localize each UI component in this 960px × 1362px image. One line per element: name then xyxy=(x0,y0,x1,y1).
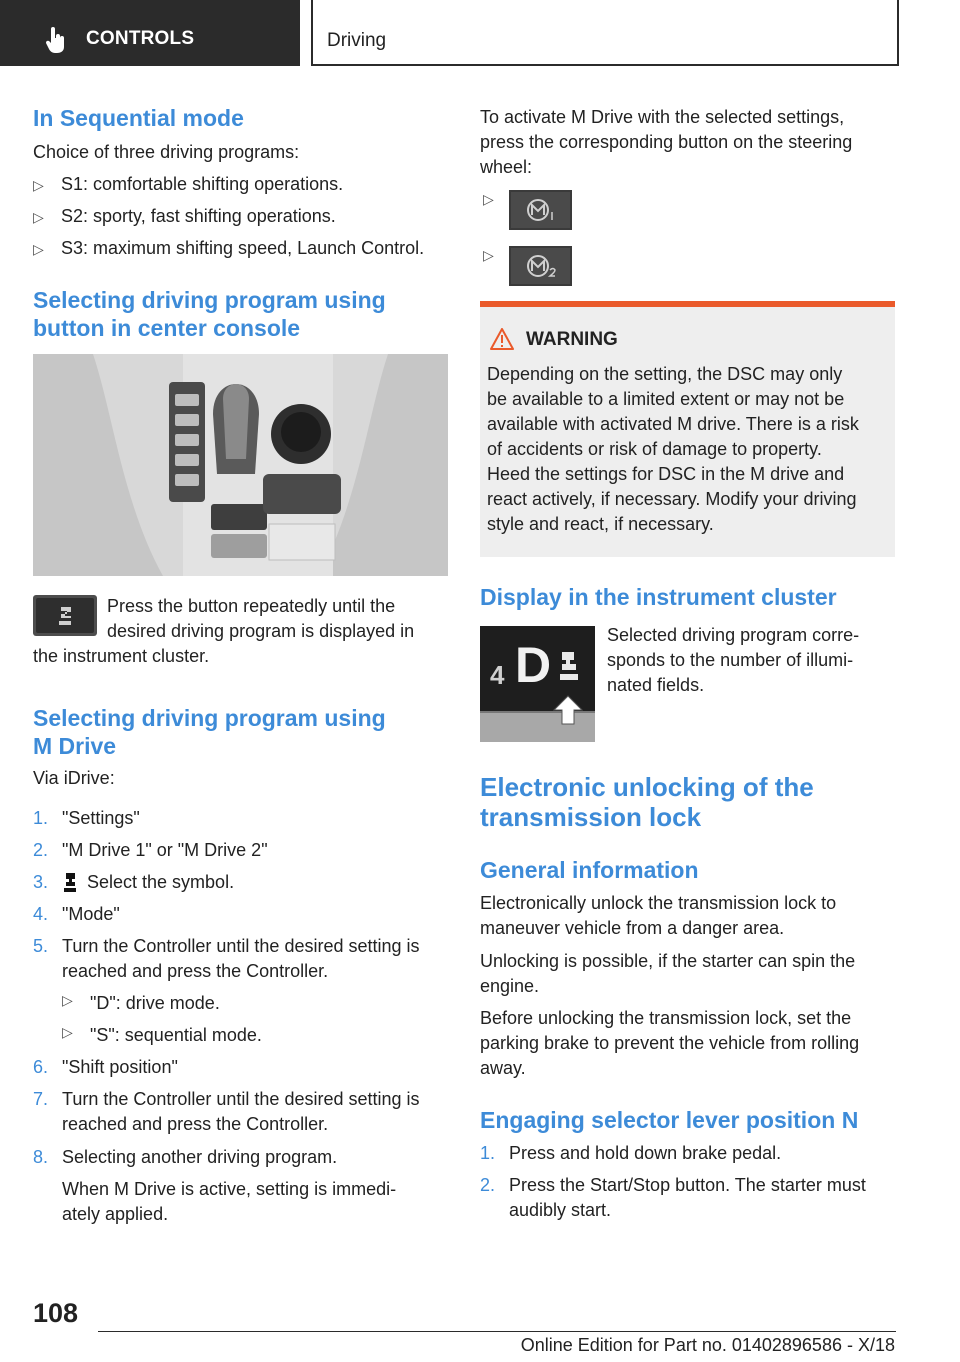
triangle-bullet-icon: ▷ xyxy=(62,1024,73,1040)
press-text-line: Press the button repeatedly until the xyxy=(107,596,396,616)
driving-program-symbol-icon xyxy=(64,873,76,892)
m1-button-icon xyxy=(509,190,572,230)
page-number: 108 xyxy=(33,1298,79,1328)
mdrive-heading: Selecting driving program using M Drive xyxy=(33,705,386,759)
warning-text-line: style and react, if necessary. xyxy=(487,514,714,534)
button-heading: Selecting driving program using button in center console xyxy=(33,287,386,341)
general-text-line: maneuver vehicle from a danger area. xyxy=(480,918,785,938)
cluster-number: 4 xyxy=(490,660,505,690)
warning-text-line: of accidents or risk of damage to property. xyxy=(487,439,822,459)
display-heading: Display in the instrument cluster xyxy=(480,584,837,610)
triangle-bullet-icon: ▷ xyxy=(33,241,44,257)
warning-box xyxy=(480,307,895,557)
seq-intro: Choice of three driving programs: xyxy=(33,142,300,162)
general-text-line: away. xyxy=(480,1058,526,1078)
edition-text: Online Edition for Part no. 01402896586 - X/18 xyxy=(520,1335,895,1355)
general-text-line: engine. xyxy=(480,976,540,996)
center-console-image xyxy=(33,354,448,576)
display-text-line: Selected driving program corre- xyxy=(607,625,860,645)
warning-text-line: available with activated M drive. There is a risk xyxy=(487,414,859,434)
driving-program-button-icon xyxy=(33,595,97,636)
triangle-bullet-icon: ▷ xyxy=(33,177,44,193)
activate-text: press the corresponding button on the steering xyxy=(480,132,853,152)
display-text-line: nated fields. xyxy=(607,675,705,695)
triangle-bullet-icon: ▷ xyxy=(62,992,73,1008)
warning-triangle-icon xyxy=(490,328,514,350)
general-text-line: Electronically unlock the transmission lock to xyxy=(480,893,837,913)
engage-heading: Engaging selector lever position N xyxy=(480,1107,859,1133)
activate-text: wheel: xyxy=(480,157,533,177)
triangle-bullet-icon: ▷ xyxy=(483,247,494,263)
general-text-line: parking brake to prevent the vehicle from rolling xyxy=(480,1033,860,1053)
section-title: CONTROLS xyxy=(86,28,195,49)
triangle-bullet-icon: ▷ xyxy=(33,209,44,225)
warning-text-line: Heed the settings for DSC in the M drive and xyxy=(487,464,845,484)
display-text-line: sponds to the number of illumi- xyxy=(607,650,854,670)
general-text-line: Unlocking is possible, if the starter can spin the xyxy=(480,951,856,971)
warning-text-line: Depending on the setting, the DSC may only xyxy=(487,364,843,384)
triangle-bullet-icon: ▷ xyxy=(483,191,494,207)
general-heading: General information xyxy=(480,857,699,883)
m2-button-icon xyxy=(509,246,572,286)
unlock-heading: Electronic unlocking of the transmission lock xyxy=(480,772,814,832)
via-idrive: Via iDrive: xyxy=(33,768,115,788)
warning-title: WARNING xyxy=(526,329,618,350)
footer-divider xyxy=(98,1331,896,1332)
warning-text-line: react actively, if necessary. Modify your driving xyxy=(487,489,857,509)
press-text-line: the instrument cluster. xyxy=(33,646,210,666)
seq-heading: In Sequential mode xyxy=(33,105,244,131)
warning-text-line: be available to a limited extent or may not be xyxy=(487,389,845,409)
press-text-line: desired driving program is displayed in xyxy=(107,621,415,641)
cluster-gear: D xyxy=(515,637,552,693)
left-column: In Sequential mode Choice of three driving programs: ▷ S1: comfortable shifting operations. ▷ S2: sporty, fast shifting operations. ▷ S3: maximum shifting speed, Launch Control. Selecting driving program using button in center console Press the button repeatedly until the desired driving program is displayed in the instrument cluster. Selecting driving program using M Drive Via iDrive: 1. "Settings" 2. "M Drive 1" or "M Drive 2" 3. Select the symbol. 4. "Mode" 5. Turn the Controller until the desired setting is reached and press the Controller. ▷ "D": drive mode. ▷ "S": sequential mode. 6. "Shift position" 7. Turn the Controller until the desired setting is reached and press the Controller. 8. Selecting another driving program. When M Drive is active, setting is immedi- ately applied. xyxy=(33,0,448,1300)
activate-text: To activate M Drive with the selected settings, xyxy=(480,107,845,127)
general-text-line: Before unlocking the transmission lock, set the xyxy=(480,1008,852,1028)
chapter-title: Driving xyxy=(327,30,387,51)
